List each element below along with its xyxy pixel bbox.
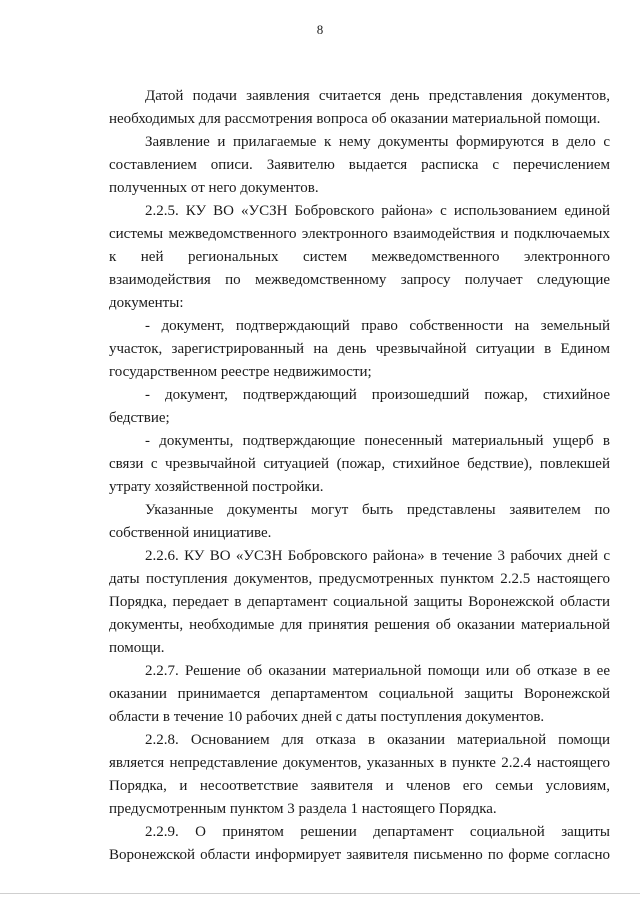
text-line: 2.2.7. Решение об оказании материальной помощи или об отказе в ее bbox=[145, 663, 610, 679]
text-line: системы межведомственного электронного взаимодействия и подключаемых bbox=[109, 226, 610, 242]
text-line: взаимодействия по межведомственному запросу получает следующие bbox=[109, 272, 610, 288]
text-line: документы: bbox=[109, 295, 184, 311]
text-line: 2.2.8. Основанием для отказа в оказании материальной помощи bbox=[145, 732, 610, 748]
text-line: составлением описи. Заявителю выдается расписка с перечислением bbox=[109, 157, 610, 173]
text-line: 2.2.9. О принятом решении департамент социальной защиты bbox=[145, 824, 610, 840]
text-line: - документы, подтверждающие понесенный материальный ущерб в bbox=[145, 433, 610, 449]
text-line: участок, зарегистрированный на день чрезвычайной ситуации в Едином bbox=[109, 341, 610, 357]
text-line: оказании принимается департаментом социальной защиты Воронежской bbox=[109, 686, 610, 702]
text-line: предусмотренным пунктом 3 раздела 1 настоящего Порядка. bbox=[109, 801, 497, 817]
text-line: - документ, подтверждающий право собственности на земельный bbox=[145, 318, 610, 334]
text-line: собственной инициативе. bbox=[109, 525, 272, 541]
page-number: 8 bbox=[316, 22, 324, 37]
text-line: утрату хозяйственной постройки. bbox=[109, 479, 324, 495]
text-line: помощи. bbox=[109, 640, 165, 656]
text-line: - документ, подтверждающий произошедший пожар, стихийное bbox=[145, 387, 610, 403]
text-line: связи с чрезвычайной ситуацией (пожар, стихийное бедствие), повлекшей bbox=[109, 456, 610, 472]
text-line: необходимых для рассмотрения вопроса об оказании материальной помощи. bbox=[109, 111, 601, 127]
page-edge-divider bbox=[0, 893, 640, 894]
text-line: документы, необходимые для принятия решения об оказании материальной bbox=[109, 617, 610, 633]
text-line: государственном реестре недвижимости; bbox=[109, 364, 372, 380]
text-line: Указанные документы могут быть представлены заявителем по bbox=[145, 502, 610, 518]
text-line: даты поступления документов, предусмотренных пунктом 2.2.5 настоящего bbox=[109, 571, 610, 587]
text-line: полученных от него документов. bbox=[109, 180, 319, 196]
text-line: 2.2.6. КУ ВО «УСЗН Бобровского района» в течение 3 рабочих дней с bbox=[145, 548, 610, 564]
text-line: Порядка, и несоответствие заявителя и членов его семьи условиям, bbox=[109, 778, 610, 794]
text-line: Воронежской области информирует заявителя письменно по форме согласно bbox=[109, 847, 610, 863]
text-line: является непредставление документов, указанных в пункте 2.2.4 настоящего bbox=[109, 755, 610, 771]
text-line: Датой подачи заявления считается день представления документов, bbox=[145, 88, 610, 104]
text-line: области в течение 10 рабочих дней с даты поступления документов. bbox=[109, 709, 545, 725]
text-line: 2.2.5. КУ ВО «УСЗН Бобровского района» с использованием единой bbox=[145, 203, 610, 219]
text-line: к ней региональных систем межведомственного электронного bbox=[109, 249, 610, 265]
text-line: бедствие; bbox=[109, 410, 170, 426]
text-line: Порядка, передает в департамент социальной защиты Воронежской области bbox=[109, 594, 610, 610]
text-line: Заявление и прилагаемые к нему документы формируются в дело с bbox=[145, 134, 610, 150]
